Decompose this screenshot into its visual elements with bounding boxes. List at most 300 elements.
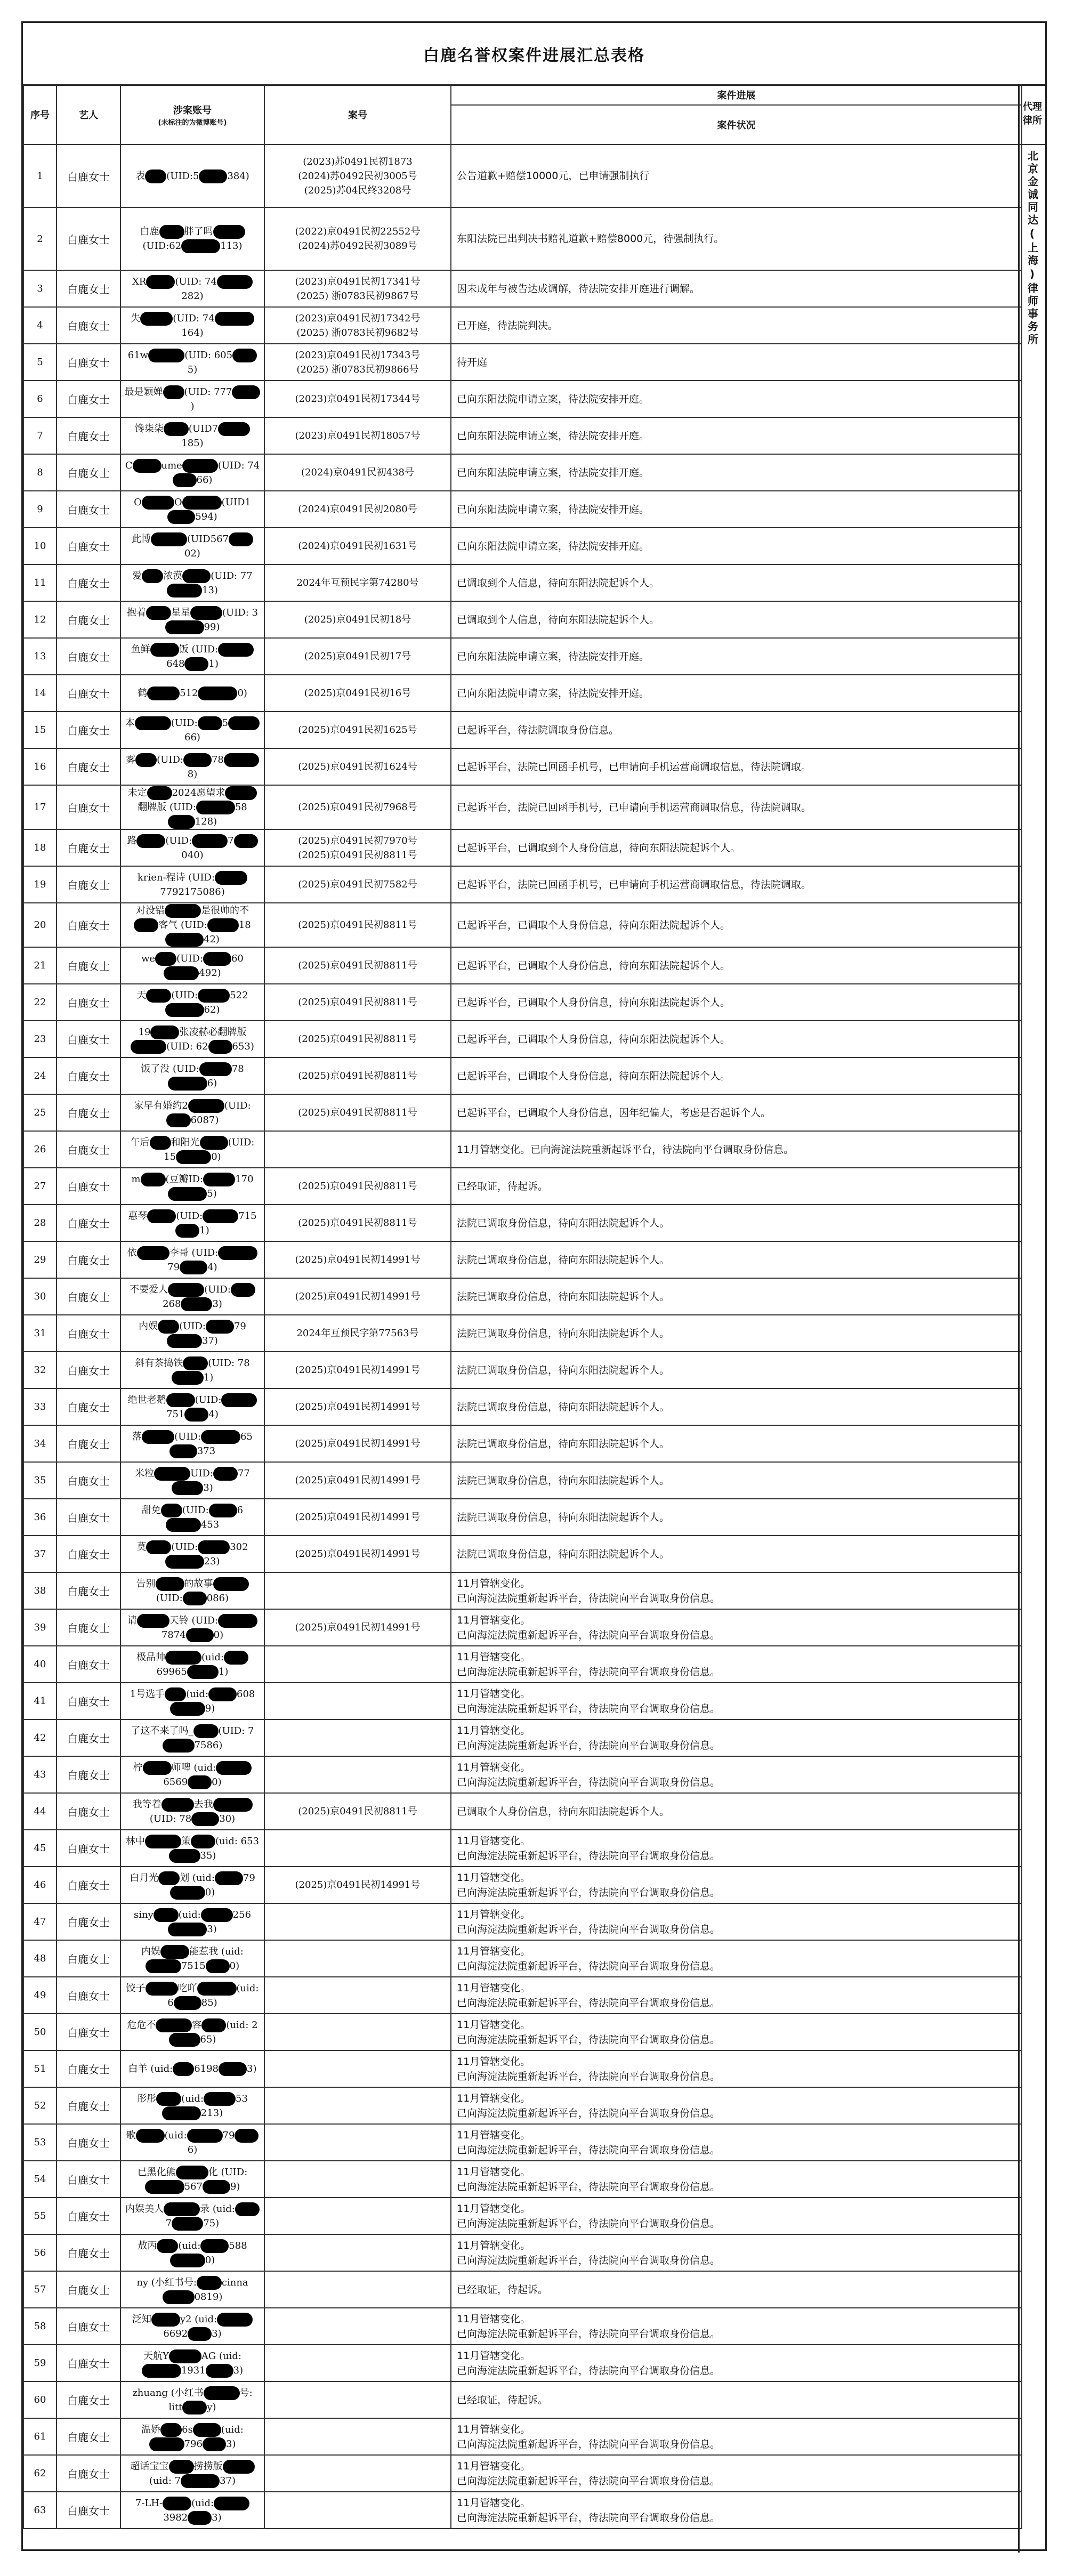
redaction-mark	[234, 834, 258, 848]
status-line: 已起诉平台，已调取个人身份信息，待向东阳法院起诉个人。	[457, 1070, 731, 1082]
row-artist: 白鹿女士	[56, 1462, 120, 1499]
row-artist: 白鹿女士	[56, 2271, 120, 2308]
row-account	[120, 601, 264, 638]
status-line: 已向海淀法院重新起诉平台，待法院向平台调取身份信息。	[457, 2144, 721, 2156]
row-index: 40	[23, 1646, 56, 1683]
table-row	[23, 1977, 1022, 2014]
redaction-mark	[167, 1334, 202, 1348]
account-text: 7	[165, 2217, 172, 2229]
row-case-number	[264, 1388, 451, 1425]
row-case-number	[264, 2234, 451, 2271]
account-text: 温娇	[141, 2424, 161, 2435]
redaction-mark	[163, 2290, 195, 2304]
row-case-number	[264, 2161, 451, 2198]
redaction-mark	[161, 1798, 194, 1812]
account-text: 午后	[130, 1136, 150, 1148]
account-text: 302	[230, 1541, 248, 1553]
redaction-mark	[136, 2129, 165, 2143]
status-line: 11月管辖变化。	[457, 1577, 531, 1589]
status-line: 法院已调取身份信息，待向东阳法院起诉个人。	[457, 1254, 670, 1266]
header-artist: 艺人	[56, 85, 120, 144]
redaction-mark	[135, 753, 157, 767]
redaction-mark	[169, 1849, 200, 1863]
header-account-note: (未标注的为微博账号)	[158, 118, 227, 127]
row-artist: 白鹿女士	[56, 712, 120, 748]
account-text: O	[174, 496, 182, 508]
row-account	[120, 1867, 264, 1903]
row-case-number	[264, 903, 451, 947]
row-artist: 白鹿女士	[56, 1903, 120, 1940]
table-row	[23, 1830, 1022, 1867]
redaction-mark	[165, 1003, 204, 1017]
row-account	[120, 947, 264, 984]
account-text: (uid:	[178, 1909, 201, 1920]
account-text: 0)	[237, 688, 247, 699]
row-status	[451, 785, 1022, 829]
table-row	[23, 903, 1022, 947]
account-text: 37)	[220, 2475, 236, 2486]
table-row	[23, 1903, 1022, 1940]
account-text: 69965	[156, 1666, 187, 1677]
redaction-mark	[173, 473, 197, 487]
account-text: 1)	[208, 658, 219, 669]
row-index: 59	[23, 2345, 56, 2381]
redaction-mark	[187, 2129, 223, 2143]
row-case-number	[264, 1462, 451, 1499]
case-number-line: (2025)京0491民初14991号	[295, 1291, 421, 1302]
redaction-mark	[165, 1687, 186, 1701]
table-row	[23, 1536, 1022, 1572]
account-text: (UID: 78	[208, 1357, 250, 1369]
table-row	[23, 947, 1022, 984]
account-text: 鱼鲜	[131, 643, 150, 655]
table-row	[23, 1057, 1022, 1094]
account-text: 608	[237, 1688, 255, 1700]
status-line: 法院已调取身份信息，待向东阳法院起诉个人。	[457, 1438, 670, 1450]
row-case-number	[264, 947, 451, 984]
case-number-line: (2025)京0491民初7970号	[298, 835, 417, 846]
row-artist: 白鹿女士	[56, 1021, 120, 1057]
status-line: 已调取到个人信息，待向东阳法院起诉个人。	[457, 613, 660, 626]
account-text: (UID1	[221, 496, 251, 508]
status-line: 11月管辖变化。	[457, 1687, 531, 1700]
account-text: 30)	[219, 1813, 236, 1824]
account-text: 彤彤	[137, 2093, 157, 2104]
account-text: (UID:	[171, 1541, 198, 1553]
row-case-number	[264, 2198, 451, 2234]
row-index: 36	[23, 1499, 56, 1536]
row-artist: 白鹿女士	[56, 1756, 120, 1793]
row-status	[451, 144, 1022, 207]
account-text: y2 (uid:	[180, 2313, 217, 2325]
table-row	[23, 2381, 1022, 2418]
table-row	[23, 1388, 1022, 1425]
account-text: 85)	[201, 1997, 217, 2008]
redaction-mark	[150, 1136, 171, 1150]
account-text: 60	[231, 952, 244, 964]
redaction-mark	[169, 2349, 201, 2363]
row-artist: 白鹿女士	[56, 344, 120, 381]
redaction-mark	[198, 687, 237, 700]
redaction-mark	[146, 1982, 178, 1996]
row-account	[120, 1609, 264, 1646]
case-number-line: (2025)京0491民初14991号	[295, 1401, 421, 1412]
row-artist: 白鹿女士	[56, 270, 120, 307]
account-text: 李哥 (UID:	[169, 1247, 219, 1258]
account-text: (UID: 74	[217, 459, 260, 471]
account-text: 路	[127, 835, 137, 846]
account-text: 7586)	[194, 1739, 223, 1751]
row-artist: 白鹿女士	[56, 1168, 120, 1205]
table-row	[23, 1867, 1022, 1903]
row-artist: 白鹿女士	[56, 1352, 120, 1388]
table-row	[23, 2050, 1022, 2087]
table-row	[23, 454, 1022, 491]
row-case-number	[264, 2271, 451, 2308]
redaction-mark	[209, 1504, 237, 1517]
table-body	[23, 144, 1022, 2529]
table-row	[23, 2014, 1022, 2050]
account-text: 1号选手	[130, 1688, 165, 1700]
account-text: 饺子	[126, 1982, 146, 1994]
account-text: 策	[181, 1835, 191, 1847]
account-text: 5)	[187, 364, 198, 375]
status-line: 法院已调取身份信息，待向东阳法院起诉个人。	[457, 1327, 670, 1339]
row-index: 52	[23, 2087, 56, 2124]
redaction-mark	[158, 1871, 180, 1885]
row-artist: 白鹿女士	[56, 1241, 120, 1278]
row-artist: 白鹿女士	[56, 1094, 120, 1131]
row-case-number	[264, 1425, 451, 1462]
table-row	[23, 1719, 1022, 1756]
account-text: 66)	[196, 474, 213, 486]
row-account	[120, 1057, 264, 1094]
account-text: C	[125, 459, 133, 471]
row-case-number	[264, 1867, 451, 1903]
redaction-mark	[206, 2364, 233, 2378]
row-index: 26	[23, 1131, 56, 1168]
row-status	[451, 903, 1022, 947]
account-text: 13)	[202, 584, 218, 596]
redaction-mark	[167, 584, 202, 597]
table-row	[23, 307, 1022, 344]
row-index: 32	[23, 1352, 56, 1388]
row-status	[451, 344, 1022, 381]
row-artist: 白鹿女士	[56, 2345, 120, 2381]
row-account	[120, 1205, 264, 1241]
redaction-mark	[141, 1173, 166, 1186]
redaction-mark	[225, 786, 257, 800]
account-text: (uid: 6	[167, 1982, 259, 2008]
row-account	[120, 1793, 264, 1830]
account-text: (UID:	[174, 1431, 201, 1442]
row-index: 23	[23, 1021, 56, 1057]
redaction-mark	[181, 2474, 220, 2488]
status-line: 法院已调取身份信息，待向东阳法院起诉个人。	[457, 1474, 670, 1487]
redaction-mark	[131, 1040, 166, 1054]
row-index: 2	[23, 207, 56, 270]
status-line: 已向东阳法院申请立案，待法院安排开庭。	[457, 466, 650, 479]
row-status	[451, 417, 1022, 454]
row-account	[120, 1903, 264, 1940]
case-number-line: (2023)京0491民初17341号	[295, 276, 421, 287]
account-text: 饭 (UID:	[179, 643, 219, 655]
row-account	[120, 903, 264, 947]
row-index: 49	[23, 1977, 56, 2014]
row-case-number	[264, 270, 451, 307]
table-row	[23, 1094, 1022, 1131]
row-case-number	[264, 454, 451, 491]
row-artist: 白鹿女士	[56, 1131, 120, 1168]
header-account-label: 涉案账号	[173, 104, 212, 116]
row-artist: 白鹿女士	[56, 984, 120, 1021]
redaction-mark	[191, 1835, 215, 1848]
row-index: 21	[23, 947, 56, 984]
row-status	[451, 1278, 1022, 1315]
row-status	[451, 601, 1022, 638]
status-line: 已向海淀法院重新起诉平台，待法院向平台调取身份信息。	[457, 2107, 721, 2119]
account-text: (uid: 653	[215, 1835, 260, 1847]
redaction-mark	[190, 606, 222, 620]
account-text: 588	[229, 2240, 247, 2251]
row-account	[120, 1241, 264, 1278]
row-index: 55	[23, 2198, 56, 2234]
redaction-mark	[149, 2437, 184, 2451]
account-text: (UID: 62	[166, 1040, 208, 1052]
account-text: 失	[131, 312, 141, 324]
row-index: 15	[23, 712, 56, 748]
row-artist: 白鹿女士	[56, 491, 120, 528]
row-case-number	[264, 1683, 451, 1719]
redaction-mark	[204, 2092, 236, 2106]
case-number-line: (2025)京0491民初8811号	[298, 960, 417, 971]
status-line: 已起诉平台，已调取个人身份信息，待向东阳法院起诉个人。	[457, 959, 731, 972]
row-index: 50	[23, 2014, 56, 2050]
redaction-mark	[160, 2423, 182, 2437]
row-status	[451, 947, 1022, 984]
account-text: 58	[235, 802, 247, 813]
redaction-mark	[224, 1651, 248, 1665]
row-account	[120, 344, 264, 381]
row-status	[451, 1683, 1022, 1719]
case-number-line: (2025)京0491民初8811号	[298, 1806, 417, 1817]
status-line: 法院已调取身份信息，待向东阳法院起诉个人。	[457, 1364, 670, 1376]
account-text: 3)	[212, 2512, 222, 2523]
redaction-mark	[203, 2437, 226, 2451]
table-row	[23, 491, 1022, 528]
account-text: (UID:5	[166, 170, 199, 182]
row-account	[120, 2124, 264, 2161]
row-artist: 白鹿女士	[56, 2198, 120, 2234]
account-text: 77	[237, 1467, 250, 1479]
table-row	[23, 675, 1022, 712]
account-text: 抱着	[127, 607, 146, 618]
row-account	[120, 1094, 264, 1131]
row-artist: 白鹿女士	[56, 307, 120, 344]
account-text: 天铃 (UID:	[169, 1614, 219, 1626]
account-text: 依	[127, 1247, 137, 1258]
account-text: 6692	[163, 2328, 188, 2339]
row-artist: 白鹿女士	[56, 1536, 120, 1572]
row-status	[451, 1094, 1022, 1131]
account-text: 19	[138, 1026, 151, 1038]
table-row	[23, 2161, 1022, 2198]
status-line: 已向海淀法院重新起诉平台，待法院向平台调取身份信息。	[457, 1923, 721, 1935]
status-line: 已起诉平台，已调取到个人身份信息，待向东阳法院起诉个人。	[457, 842, 741, 854]
redaction-mark	[193, 2423, 221, 2437]
row-index: 60	[23, 2381, 56, 2418]
row-account	[120, 1278, 264, 1315]
redaction-mark	[165, 1555, 204, 1569]
redaction-mark	[181, 239, 220, 253]
redaction-mark	[197, 2276, 222, 2290]
redaction-mark	[182, 459, 218, 473]
account-text: 本	[125, 717, 135, 729]
case-number-line: (2024)苏0492民初3005号	[298, 170, 417, 182]
row-artist: 白鹿女士	[56, 675, 120, 712]
redaction-mark	[156, 2018, 192, 2032]
account-text: 泛知	[132, 2313, 151, 2325]
row-case-number	[264, 2418, 451, 2455]
redaction-mark	[164, 422, 189, 436]
redaction-mark	[142, 2364, 181, 2378]
account-text: 的故事	[184, 1578, 213, 1589]
redaction-mark	[146, 1540, 171, 1554]
case-number-line: (2025)京0491民初7582号	[298, 879, 417, 890]
redaction-mark	[148, 349, 184, 362]
case-number-line: (2025)京0491民初1624号	[298, 761, 417, 772]
table-row	[23, 1462, 1022, 1499]
account-text: 113)	[220, 240, 243, 252]
account-text: 62)	[204, 1004, 220, 1015]
status-line: 已经取证，待起诉。	[457, 1180, 548, 1192]
case-number-line: (2025)京0491民初8811号	[298, 919, 417, 931]
redaction-mark	[217, 2313, 253, 2327]
row-index: 35	[23, 1462, 56, 1499]
status-line: 已向东阳法院申请立案，待法院安排开庭。	[457, 393, 650, 405]
row-index: 54	[23, 2161, 56, 2198]
row-status	[451, 564, 1022, 601]
status-line: 11月管辖变化。	[457, 2423, 531, 2435]
row-status	[451, 1352, 1022, 1388]
row-case-number	[264, 748, 451, 785]
case-number-line: (2025)京0491民初8811号	[298, 1033, 417, 1045]
redaction-mark	[145, 169, 166, 183]
row-account	[120, 144, 264, 207]
case-number-line: (2025)京0491民初14991号	[295, 1512, 421, 1523]
row-status	[451, 2234, 1022, 2271]
row-case-number	[264, 712, 451, 748]
row-artist: 白鹿女士	[56, 1940, 120, 1977]
redaction-mark	[176, 1150, 211, 1164]
account-text: 0)	[213, 1629, 224, 1641]
account-text: 天	[136, 989, 147, 1001]
row-artist: 白鹿女士	[56, 381, 120, 417]
account-text: 37)	[202, 1335, 218, 1346]
status-line: 11月管辖变化。	[457, 2129, 531, 2141]
account-text: 吃吖	[177, 1982, 197, 1994]
account-text: 歌	[126, 2129, 136, 2141]
case-number-line: (2023)京0491民初17343号	[295, 349, 421, 361]
account-text: 66)	[184, 731, 200, 743]
case-number-line: (2025)京0491民初8811号	[298, 849, 417, 861]
redaction-mark	[208, 1040, 232, 1054]
account-text: 白月光	[130, 1872, 159, 1884]
status-line: 11月管辖变化。	[457, 2166, 531, 2178]
table-row	[23, 2271, 1022, 2308]
redaction-mark	[174, 1996, 201, 2010]
redaction-mark	[201, 1430, 240, 1444]
redaction-mark	[213, 1798, 253, 1812]
account-text: 268	[163, 1298, 181, 1310]
redaction-mark	[184, 657, 208, 671]
account-text: 6)	[187, 2144, 198, 2155]
account-text: 6s	[182, 2424, 193, 2435]
table-row	[23, 344, 1022, 381]
account-text: (UID: 74	[173, 312, 215, 324]
account-text: (UID:62	[142, 240, 182, 252]
account-text: 78	[211, 754, 224, 765]
case-number-line: (2022)京0491民初22552号	[295, 226, 421, 237]
status-line: 已开庭，待法院判决。	[457, 319, 559, 332]
row-artist: 白鹿女士	[56, 1867, 120, 1903]
account-text: 65	[240, 1431, 253, 1442]
redaction-mark	[142, 1430, 174, 1444]
account-text: 78	[231, 1063, 244, 1075]
row-account	[120, 2234, 264, 2271]
account-text: 040)	[181, 849, 204, 861]
redaction-mark	[146, 989, 171, 1003]
redaction-mark	[150, 1025, 179, 1039]
table-row	[23, 2492, 1022, 2529]
row-artist: 白鹿女士	[56, 2381, 120, 2418]
account-text: 567	[184, 2181, 203, 2192]
row-status	[451, 307, 1022, 344]
status-line: 11月管辖变化。	[457, 2092, 531, 2104]
account-text: (uid:	[191, 2497, 214, 2509]
status-line: 已向东阳法院申请立案，待法院安排开庭。	[457, 687, 650, 699]
row-status	[451, 2345, 1022, 2381]
case-number-line: (2024)苏0492民初3089号	[298, 240, 417, 252]
redaction-mark	[182, 496, 222, 510]
header-law-firm-line1: 代理	[1023, 101, 1042, 112]
row-case-number	[264, 2345, 451, 2381]
redaction-mark	[134, 918, 158, 932]
redaction-mark	[165, 904, 201, 918]
row-status	[451, 1940, 1022, 1977]
redaction-mark	[146, 275, 175, 289]
row-artist: 白鹿女士	[56, 417, 120, 454]
row-case-number	[264, 491, 451, 528]
row-account	[120, 1168, 264, 1205]
account-text: 绝世老鹅	[127, 1394, 166, 1406]
case-number-line: (2025)京0491民初14991号	[295, 1364, 421, 1376]
status-line: 已经取证，待起诉。	[457, 2394, 548, 2406]
redaction-mark	[232, 385, 260, 399]
account-text: (UID: 7	[218, 1725, 254, 1737]
redaction-mark	[150, 643, 179, 657]
row-artist: 白鹿女士	[56, 947, 120, 984]
account-text: 3)	[225, 2438, 236, 2450]
row-artist: 白鹿女士	[56, 2418, 120, 2455]
row-artist: 白鹿女士	[56, 601, 120, 638]
row-artist: 白鹿女士	[56, 1572, 120, 1609]
account-text: 能惹我 (uid:	[189, 1945, 244, 1957]
row-index: 45	[23, 1830, 56, 1867]
account-text: 5)	[207, 1188, 217, 1199]
case-number-line: (2023)京0491民初18057号	[295, 430, 421, 441]
account-text: (uid:	[181, 2093, 204, 2104]
